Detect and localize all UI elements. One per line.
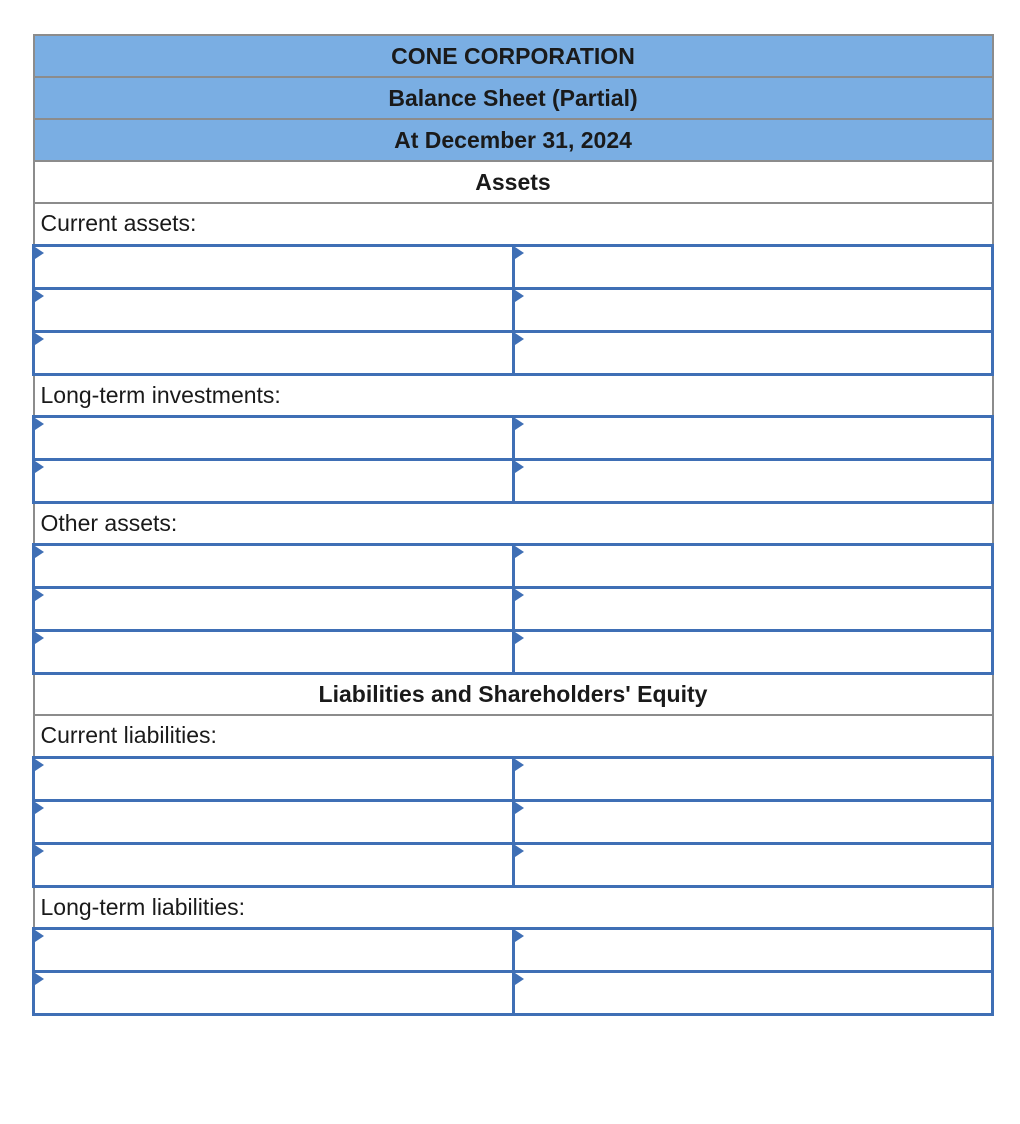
amount-cell[interactable] <box>513 416 993 459</box>
account-input[interactable] <box>35 973 512 1013</box>
amount-input[interactable] <box>515 247 992 287</box>
dropdown-arrow-icon <box>515 247 524 259</box>
dropdown-arrow-icon <box>35 247 44 259</box>
assets-heading: Assets <box>34 161 993 203</box>
account-input[interactable] <box>35 546 512 586</box>
amount-cell[interactable] <box>513 288 993 331</box>
account-input[interactable] <box>35 632 512 672</box>
dropdown-arrow-icon <box>515 759 524 771</box>
amount-input[interactable] <box>515 461 992 501</box>
amount-input[interactable] <box>515 759 992 799</box>
account-input[interactable] <box>35 759 512 799</box>
current-liabilities-label: Current liabilities: <box>34 715 993 757</box>
account-select[interactable] <box>34 288 514 331</box>
account-select[interactable] <box>34 587 514 630</box>
company-name: CONE CORPORATION <box>34 35 993 77</box>
amount-cell[interactable] <box>513 843 993 886</box>
account-input[interactable] <box>35 930 512 970</box>
liabilities-heading: Liabilities and Shareholders' Equity <box>34 673 993 715</box>
dropdown-arrow-icon <box>35 589 44 601</box>
amount-cell[interactable] <box>513 331 993 374</box>
account-select[interactable] <box>34 757 514 800</box>
dropdown-arrow-icon <box>35 845 44 857</box>
amount-cell[interactable] <box>513 587 993 630</box>
dropdown-arrow-icon <box>515 418 524 430</box>
account-input[interactable] <box>35 461 512 501</box>
account-select[interactable] <box>34 971 514 1014</box>
dropdown-arrow-icon <box>35 930 44 942</box>
account-select[interactable] <box>34 928 514 971</box>
amount-input[interactable] <box>515 546 992 586</box>
dropdown-arrow-icon <box>515 632 524 644</box>
dropdown-arrow-icon <box>515 461 524 473</box>
dropdown-arrow-icon <box>515 802 524 814</box>
account-select[interactable] <box>34 459 514 502</box>
dropdown-arrow-icon <box>35 632 44 644</box>
amount-cell[interactable] <box>513 800 993 843</box>
account-input[interactable] <box>35 589 512 629</box>
amount-input[interactable] <box>515 973 992 1013</box>
dropdown-arrow-icon <box>515 845 524 857</box>
amount-cell[interactable] <box>513 928 993 971</box>
account-select[interactable] <box>34 630 514 673</box>
amount-input[interactable] <box>515 632 992 672</box>
dropdown-arrow-icon <box>515 546 524 558</box>
dropdown-arrow-icon <box>35 461 44 473</box>
account-select[interactable] <box>34 800 514 843</box>
amount-input[interactable] <box>515 589 992 629</box>
amount-input[interactable] <box>515 845 992 885</box>
dropdown-arrow-icon <box>515 290 524 302</box>
account-input[interactable] <box>35 290 512 330</box>
account-select[interactable] <box>34 331 514 374</box>
amount-cell[interactable] <box>513 630 993 673</box>
amount-cell[interactable] <box>513 757 993 800</box>
dropdown-arrow-icon <box>35 973 44 985</box>
current-assets-label: Current assets: <box>34 203 993 245</box>
account-select[interactable] <box>34 245 514 288</box>
amount-input[interactable] <box>515 802 992 842</box>
long-term-liabilities-label: Long-term liabilities: <box>34 886 993 928</box>
amount-input[interactable] <box>515 290 992 330</box>
dropdown-arrow-icon <box>515 930 524 942</box>
amount-cell[interactable] <box>513 544 993 587</box>
amount-input[interactable] <box>515 418 992 458</box>
dropdown-arrow-icon <box>35 759 44 771</box>
amount-cell[interactable] <box>513 245 993 288</box>
long-term-investments-label: Long-term investments: <box>34 374 993 416</box>
amount-cell[interactable] <box>513 971 993 1014</box>
account-select[interactable] <box>34 544 514 587</box>
account-select[interactable] <box>34 843 514 886</box>
amount-input[interactable] <box>515 333 992 373</box>
account-input[interactable] <box>35 333 512 373</box>
dropdown-arrow-icon <box>35 546 44 558</box>
other-assets-label: Other assets: <box>34 502 993 544</box>
dropdown-arrow-icon <box>35 290 44 302</box>
dropdown-arrow-icon <box>35 802 44 814</box>
dropdown-arrow-icon <box>515 333 524 345</box>
account-select[interactable] <box>34 416 514 459</box>
dropdown-arrow-icon <box>35 333 44 345</box>
statement-date: At December 31, 2024 <box>34 119 993 161</box>
amount-cell[interactable] <box>513 459 993 502</box>
amount-input[interactable] <box>515 930 992 970</box>
balance-sheet-table <box>32 34 994 1016</box>
statement-title: Balance Sheet (Partial) <box>34 77 993 119</box>
account-input[interactable] <box>35 418 512 458</box>
account-input[interactable] <box>35 845 512 885</box>
dropdown-arrow-icon <box>515 589 524 601</box>
account-input[interactable] <box>35 802 512 842</box>
dropdown-arrow-icon <box>515 973 524 985</box>
dropdown-arrow-icon <box>35 418 44 430</box>
account-input[interactable] <box>35 247 512 287</box>
